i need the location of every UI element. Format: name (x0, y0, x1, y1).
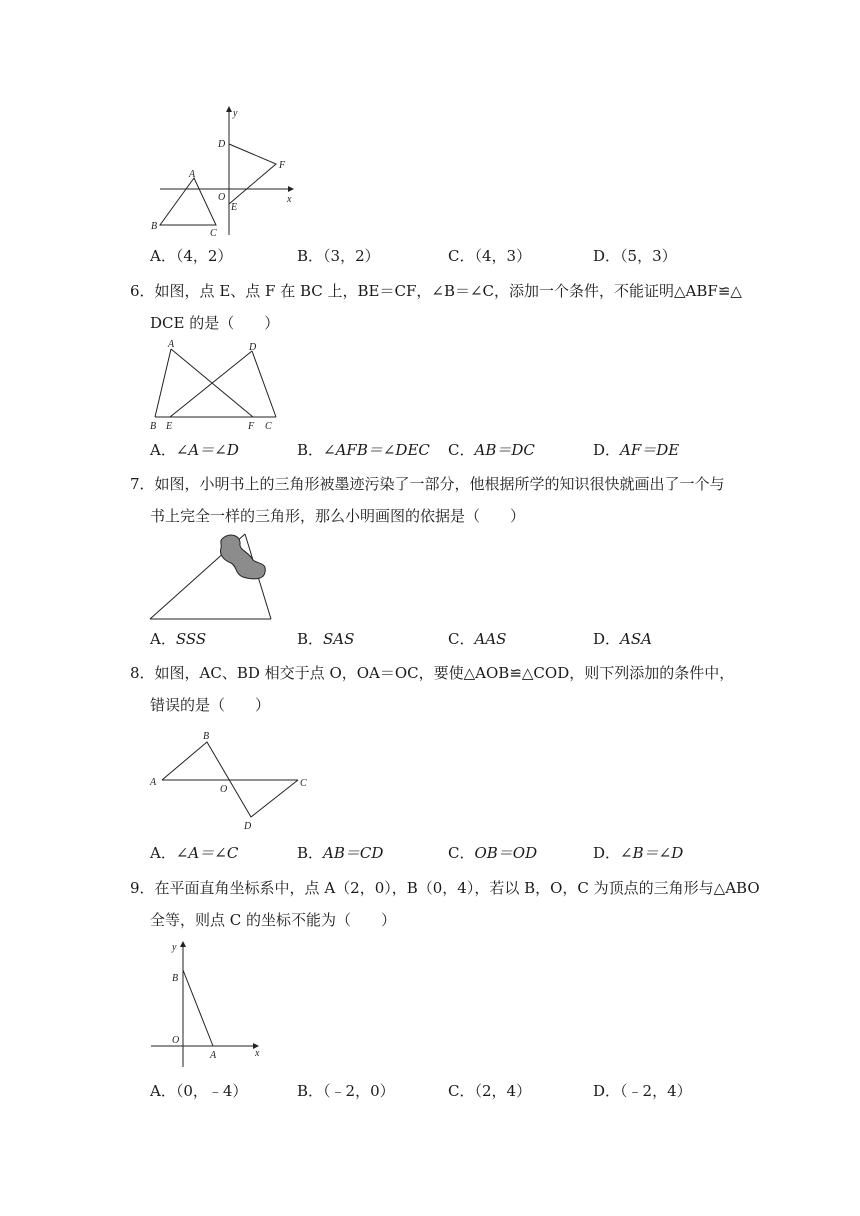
q7-stem-line2: 书上完全一样的三角形，那么小明画图的依据是（ ） (150, 507, 526, 525)
q9-stem-line2: 全等，则点 C 的坐标不能为（ ） (150, 911, 397, 929)
q5-option-c[interactable]: C．（4，3） (448, 247, 532, 265)
q7-figure (145, 530, 280, 625)
q8-figure (145, 725, 320, 835)
q6-option-d[interactable]: D．AF＝DE (593, 441, 680, 459)
q8-stem-line2: 错误的是（ ） (150, 696, 271, 714)
q6-stem-line1: 6．如图，点 E、点 F 在 BC 上，BE＝CF，∠B＝∠C，添加一个条件，不能证明△ABF≌△ (130, 282, 742, 300)
q5-option-a[interactable]: A．（4，2） (150, 247, 233, 265)
q9-figure (145, 937, 270, 1072)
q6-label-b: B (150, 421, 157, 432)
q6-option-a[interactable]: A．∠A＝∠D (150, 441, 239, 459)
q9-label-a: A (210, 1050, 217, 1061)
q9-label-y: y (172, 942, 177, 953)
q5-option-b[interactable]: B．（3，2） (297, 247, 380, 265)
q8-label-a: A (150, 777, 157, 788)
q6-option-b[interactable]: B．∠AFB＝∠DEC (297, 441, 430, 459)
q9-stem-line1: 9．在平面直角坐标系中，点 A（2，0），B（0，4），若以 B，O，C 为顶点的三角形与△ABO (130, 879, 760, 897)
q7-option-b[interactable]: B．SAS (297, 630, 355, 648)
q6-label-d: D (249, 342, 257, 353)
q7-option-a[interactable]: A．SSS (150, 630, 207, 648)
q8-label-b: B (203, 731, 210, 742)
q6-label-e: E (166, 421, 173, 432)
q5-label-e: E (231, 202, 238, 213)
q9-label-b: B (172, 973, 179, 984)
q5-label-d: D (218, 139, 226, 150)
q8-option-c[interactable]: C．OB＝OD (448, 844, 538, 862)
q5-label-c: C (210, 228, 217, 239)
q8-option-a[interactable]: A．∠A＝∠C (150, 844, 239, 862)
q5-label-y: y (233, 108, 238, 119)
q5-label-b: B (151, 221, 158, 232)
q9-option-a[interactable]: A．（0，﹣4） (150, 1082, 248, 1100)
q7-option-d[interactable]: D．ASA (593, 630, 652, 648)
q5-label-x: x (287, 194, 292, 205)
q7-stem-line1: 7．如图，小明书上的三角形被墨迹污染了一部分，他根据所学的知识很快就画出了一个与 (130, 475, 725, 493)
q5-label-f: F (279, 160, 286, 171)
q5-label-o: O (218, 192, 226, 203)
q8-option-b[interactable]: B．AB＝CD (297, 844, 384, 862)
q6-label-a: A (168, 339, 175, 350)
q6-stem-line2: DCE 的是（ ） (150, 314, 280, 332)
q9-option-c[interactable]: C．（2，4） (448, 1082, 532, 1100)
q9-label-o: O (172, 1035, 180, 1046)
q9-label-x: x (255, 1048, 260, 1059)
q7-option-c[interactable]: C．AAS (448, 630, 507, 648)
ink-blot (220, 535, 265, 579)
q8-label-d: D (244, 821, 252, 832)
q9-option-b[interactable]: B．（﹣2，0） (297, 1082, 395, 1100)
q8-option-d[interactable]: D．∠B＝∠D (593, 844, 684, 862)
q5-label-a: A (189, 169, 196, 180)
q8-label-o: O (220, 784, 228, 795)
q6-option-c[interactable]: C．AB＝DC (448, 441, 535, 459)
q8-stem-line1: 8．如图，AC、BD 相交于点 O，OA＝OC，要使△AOB≌△COD，则下列添加的条件中， (130, 664, 735, 682)
q9-option-d[interactable]: D．（﹣2，4） (593, 1082, 692, 1100)
q6-label-c: C (265, 421, 272, 432)
q5-option-d[interactable]: D．（5，3） (593, 247, 677, 265)
q6-label-f: F (248, 421, 255, 432)
q8-label-c: C (300, 778, 307, 789)
q6-figure (140, 337, 290, 437)
q5-figure (140, 100, 310, 240)
